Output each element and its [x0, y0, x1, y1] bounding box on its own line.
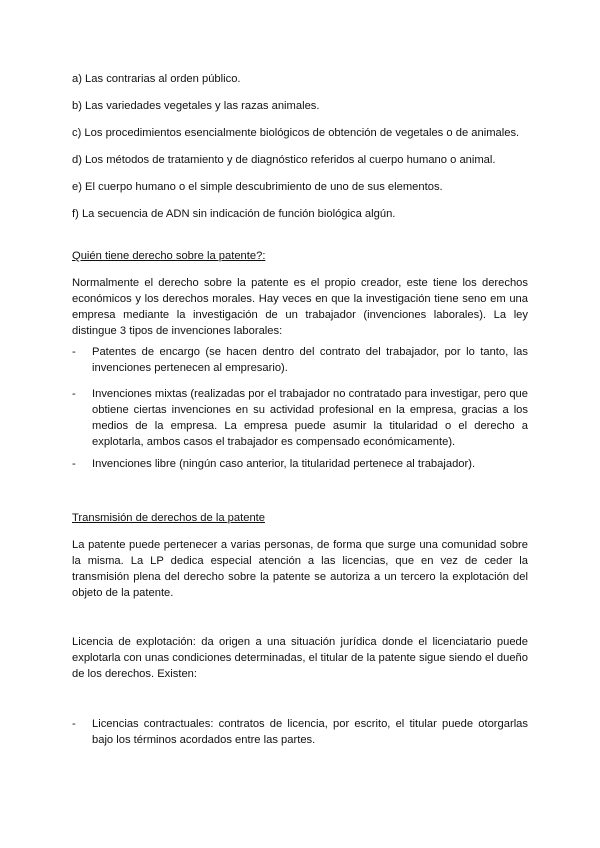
exclusion-item-d: d) Los métodos de tratamiento y de diagnóstico referidos al cuerpo humano o animal. [72, 154, 496, 166]
ownership-paragraph: Normalmente el derecho sobre la patente es el propio creador, este tiene los derechos económicos y los derechos morales. Hay veces en que la investigación tiene seno em una empresa mediante la investigación de un trabajador (invenciones laborales). La ley distingue 3 tipos de invenciones laborales: [72, 277, 528, 337]
transmission-paragraph: La patente puede pertenecer a varias personas, de forma que surge una comunidad sobre la misma. La LP dedica especial atención a las licencias, que en vez de ceder la transmisión plena del derecho sobre la patente se autoriza a un tercero la explotación del objeto de la patente. [72, 539, 528, 599]
license-paragraph: Licencia de explotación: da origen a una situación jurídica donde el licenciatario puede explotarla con unas condiciones determinadas, el titular de la patente sigue siendo el dueño de los derechos. Existen: [72, 636, 528, 680]
exclusion-item-f: f) La secuencia de ADN sin indicación de función biológica algún. [72, 208, 396, 220]
exclusion-item-b: b) Las variedades vegetales y las razas animales. [72, 100, 320, 112]
bullet-marker: - [72, 388, 76, 400]
exclusion-item-c: c) Los procedimientos esencialmente biológicos de obtención de vegetales o de animales. [72, 127, 520, 139]
bullet-item [72, 456, 528, 472]
bullet-marker: - [72, 718, 76, 730]
bullet-item [72, 716, 528, 748]
exclusion-item-e: e) El cuerpo humano o el simple descubrimiento de uno de sus elementos. [72, 181, 443, 193]
exclusion-item-a: a) Las contrarias al orden público. [72, 73, 241, 85]
bullet-text: Patentes de encargo (se hacen dentro del contrato del trabajador, por lo tanto, las invenciones pertenecen al empresario). [92, 346, 528, 374]
bullet-marker: - [72, 346, 76, 358]
bullet-item [72, 344, 528, 376]
bullet-marker: - [72, 458, 76, 470]
bullet-item [72, 386, 528, 450]
bullet-text: Invenciones mixtas (realizadas por el trabajador no contratado para investigar, pero que obtiene ciertas invenciones en su actividad profesional en la empresa, gracias a los medios de la empresa. La empresa puede asumir la titularidad o el derecho a explotarla, ambos casos el trabajador es compensado económicamente). [92, 388, 528, 448]
bullet-text: Invenciones libre (ningún caso anterior, la titularidad pertenece al trabajador). [92, 458, 476, 470]
section-heading-ownership: Quién tiene derecho sobre la patente?: [72, 250, 266, 262]
section-heading-transmission: Transmisión de derechos de la patente [72, 512, 265, 524]
bullet-text: Licencias contractuales: contratos de licencia, por escrito, el titular puede otorgarlas bajo los términos acordados entre las partes. [92, 718, 528, 746]
